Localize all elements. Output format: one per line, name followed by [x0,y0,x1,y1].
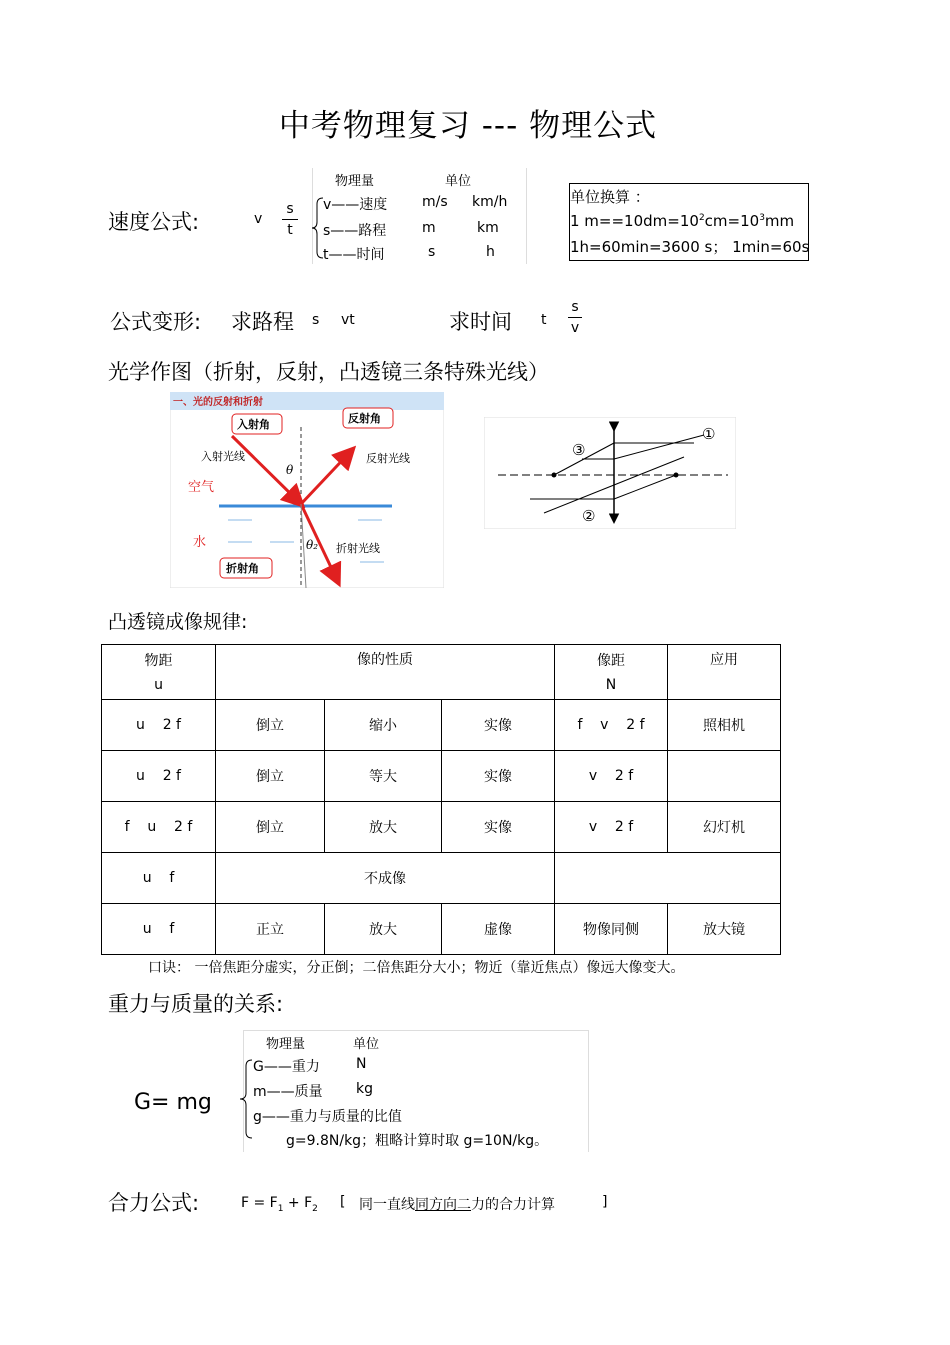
time-numerator: s [571,299,579,315]
table-row [102,802,781,853]
ray-1-label: ① [702,425,716,443]
ray-3-label: ③ [572,441,586,459]
speed-unit-m: m [422,220,436,236]
gravity-header-quantity: 物理量 [266,1037,306,1052]
theta1-label: θ [286,463,294,477]
speed-numerator: s [286,201,294,217]
optics-heading: 光学作图（折射，反射，凸透镜三条特殊光线） [108,360,549,384]
row3-type: 实像 [442,802,555,853]
diagram-banner: 一、光的反射和折射 [173,397,263,408]
gravity-row-m: m——质量 [253,1084,323,1100]
time-fraction [568,299,582,336]
fraction-bar [568,317,582,318]
reflection-refraction-diagram [170,392,444,588]
incident-ray-label: 入射光线 [201,450,245,463]
gravity-unit-kg: kg [356,1081,373,1097]
row3-v: v 2 f [555,802,668,853]
header-image-nature: 像的性质 [216,645,555,700]
refract-angle-label: 折射角 [226,562,259,575]
speed-row-v: v——速度 [323,197,388,213]
row4-empty [555,853,781,904]
row1-orientation: 倒立 [216,700,325,751]
gravity-box-top [243,1030,589,1031]
gravity-row-G: G——重力 [253,1059,320,1075]
header-object-distance: 物距 u [102,645,216,700]
row2-u: u 2 f [102,751,216,802]
gravity-box-right [588,1030,589,1152]
gravity-header-unit: 单位 [353,1037,380,1052]
transform-time-t: t [541,312,547,328]
resultant-note-close: ] [602,1194,608,1210]
row5-app: 放大镜 [668,904,781,955]
gravity-formula: G= mg [134,1090,212,1115]
speed-formula-label: 速度公式: [108,210,200,234]
row4-no-image: 不成像 [216,853,555,904]
speed-row-s: s——路程 [323,223,387,239]
row2-type: 实像 [442,751,555,802]
header-image-distance: 像距 N [555,645,668,700]
row2-orientation: 倒立 [216,751,325,802]
row1-size: 缩小 [325,700,442,751]
speed-row-t: t——时间 [323,247,385,263]
row5-size: 放大 [325,904,442,955]
transform-path-label: 求路程 [231,310,294,334]
resultant-formula: $F = F_1 + F_2$ [241,1195,318,1214]
gravity-g-value: g=9.8N/kg；粗略计算时取 g=10N/kg。 [286,1133,549,1149]
speed-unit-kmh: km/h [472,194,508,210]
row3-orientation: 倒立 [216,802,325,853]
transform-path-s: s [312,312,320,328]
row4-u: u f [102,853,216,904]
unit-conversion-box [569,183,809,261]
speed-box-right-edge [526,168,527,264]
row1-v: f v 2 f [555,700,668,751]
speed-unit-s: s [428,244,436,260]
convex-lens-rays-diagram [484,417,736,529]
speed-unit-ms: m/s [422,194,448,210]
unit-conversion-length: 1 $m==10dm=10^2cm=10^3mm$ [570,212,795,230]
resultant-note-open: [ [340,1194,346,1210]
row3-u: f u 2 f [102,802,216,853]
unit-conversion-time: 1h=60min=3600 s； 1min=60s [570,238,810,256]
row1-type: 实像 [442,700,555,751]
row2-size: 等大 [325,751,442,802]
speed-header-unit: 单位 [445,174,472,189]
lens-heading: 凸透镜成像规律: [108,611,248,633]
gravity-unit-N: N [356,1056,367,1072]
speed-fraction [282,201,298,238]
row1-app: 照相机 [668,700,781,751]
reflect-ray-label: 反射光线 [366,452,410,465]
transform-time-label: 求时间 [449,310,512,334]
refract-ray-label: 折射光线 [336,542,380,555]
lens-mnemonic: 口诀： 一倍焦距分虚实，分正倒；二倍焦距分大小；物近（靠近焦点）像远大像变大。 [148,960,685,976]
transform-label: 公式变形: [110,310,202,334]
speed-header-quantity: 物理量 [335,174,375,189]
row5-v: 物像同侧 [555,904,668,955]
air-label: 空气 [188,480,215,495]
row3-app: 幻灯机 [668,802,781,853]
header-application: 应用 [668,645,781,700]
table-header-row [102,645,781,700]
unit-conversion-title: 单位换算 ： [570,188,650,206]
row3-size: 放大 [325,802,442,853]
resultant-label: 合力公式: [108,1191,200,1215]
page-title: 中考物理复习 --- 物理公式 [278,108,658,144]
row5-u: u f [102,904,216,955]
gravity-heading: 重力与质量的关系: [108,992,284,1016]
water-label: 水 [193,535,207,550]
speed-unit-h: h [486,244,495,260]
gravity-row-g: g——重力与质量的比值 [253,1109,402,1125]
row5-type: 虚像 [442,904,555,955]
table-row [102,904,781,955]
row2-v: v 2 f [555,751,668,802]
incident-angle-label: 入射角 [237,418,270,431]
resultant-note: 同一直线同方向二力的合力计算 [359,1197,555,1213]
table-row [102,700,781,751]
speed-denominator: t [287,222,293,238]
reflect-angle-label: 反射角 [348,412,381,425]
row1-u: u 2 f [102,700,216,751]
row2-app [668,751,781,802]
speed-unit-km: km [477,220,499,236]
theta2-label: θ₂ [306,538,319,552]
speed-v: v [254,211,263,227]
table-row [102,751,781,802]
fraction-bar [282,219,298,220]
lens-imaging-table [101,644,781,955]
ray-2-label: ② [582,507,596,525]
gravity-brace-icon [238,1058,254,1140]
table-row [102,853,781,904]
transform-path-vt: vt [341,312,355,328]
time-denominator: v [570,320,580,336]
row5-orientation: 正立 [216,904,325,955]
